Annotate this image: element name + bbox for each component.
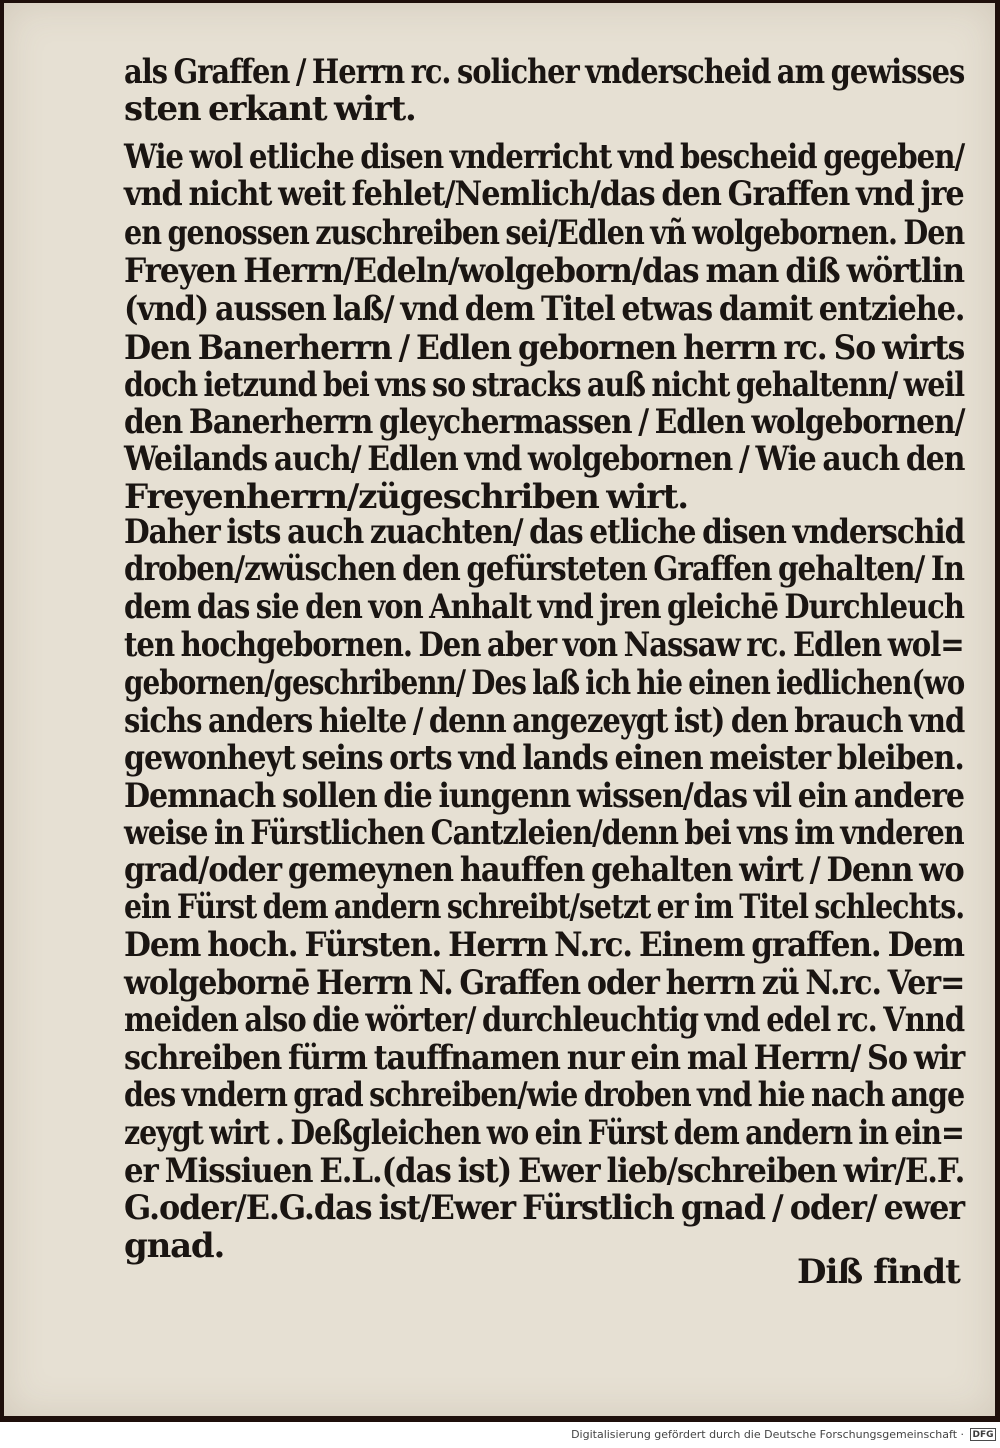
text-line: gnad. <box>124 1226 225 1266</box>
text-line: zeygt wirt . Deßgleichen wo ein Fürst dem andern in ein= <box>124 1113 964 1153</box>
text-line: er Missiuen E.L.(das ist) Ewer lieb/schreiben wir/E.F. <box>124 1151 965 1191</box>
text-line: vnd nicht weit fehlet/Nemlich/das den Graffen vnd jre <box>124 174 964 214</box>
text-line: sichs anders hielte / denn angezeygt ist) den brauch vnd <box>124 701 965 741</box>
text-line: schreiben fürm tauffnamen nur ein mal Herrn/ So wir <box>124 1038 965 1078</box>
text-line: als Graffen / Herrn rc. solicher vnderscheid am gewisses <box>124 52 965 92</box>
text-line: grad/oder gemeynen hauffen gehalten wirt / Denn wo <box>124 850 964 890</box>
catchword: Diß findt <box>797 1252 960 1292</box>
text-line: gebornen/geschribenn/ Des laß ich hie einen iedlichen(wo <box>124 663 965 703</box>
text-line: droben/zwüschen den gefürsteten Graffen gehalten/ In <box>124 549 965 589</box>
text-line: Freyenherrn/zügeschriben wirt. <box>124 477 688 517</box>
text-line: gewonheyt seins orts vnd lands einen meister bleiben. <box>124 738 964 778</box>
text-line: wolgebornē Herrn N. Graffen oder herrn zü N.rc. Ver= <box>124 963 965 1003</box>
footer-bar <box>0 1422 1000 1448</box>
text-line: Wie wol etliche disen vnderricht vnd bescheid gegeben/ <box>124 137 965 177</box>
text-line: des vndern grad schreiben/wie droben vnd hie nach ange <box>124 1075 965 1115</box>
text-line: sten erkant wirt. <box>124 89 416 129</box>
text-line: Freyen Herrn/Edeln/wolgeborn/das man diß wörtlin <box>124 251 965 291</box>
text-line: Daher ists auch zuachten/ das etliche disen vnderschid <box>124 512 965 552</box>
dfg-logo-icon: DFG <box>970 1428 996 1441</box>
text-line: den Banerherrn gleychermassen / Edlen wolgebornen/ <box>124 402 965 442</box>
text-line: ten hochgebornen. Den aber von Nassaw rc. Edlen wol= <box>124 625 964 665</box>
text-line: Den Banerherrn / Edlen gebornen herrn rc. So wirts <box>124 328 965 368</box>
text-line: doch ietzund bei vns so stracks auß nicht gehaltenn/ weil <box>124 365 965 405</box>
text-line: meiden also die wörter/ durchleuchtig vnd edel rc. Vnnd <box>124 1000 965 1040</box>
text-line: Demnach sollen die iungenn wissen/das vil ein andere <box>124 776 964 816</box>
footer-credit: Digitalisierung gefördert durch die Deutsche Forschungsgemeinschaft · <box>571 1428 964 1441</box>
book-page <box>4 3 995 1416</box>
text-line: dem das sie den von Anhalt vnd jren gleichē Durchleuch <box>124 587 964 627</box>
text-line: ein Fürst dem andern schreibt/setzt er im Titel schlechts. <box>124 887 965 927</box>
text-line: Weilands auch/ Edlen vnd wolgebornen / Wie auch den <box>124 439 965 479</box>
text-line: Dem hoch. Fürsten. Herrn N.rc. Einem graffen. Dem <box>124 925 964 965</box>
text-line: weise in Fürstlichen Cantzleien/denn bei vns im vnderen <box>124 813 964 853</box>
text-line: G.oder/E.G.das ist/Ewer Fürstlich gnad / oder/ ewer <box>124 1188 964 1228</box>
text-line: en genossen zuschreiben sei/Edlen vñ wolgebornen. Den <box>124 213 965 253</box>
text-line: (vnd) aussen laß/ vnd dem Titel etwas damit entziehe. <box>124 289 965 329</box>
